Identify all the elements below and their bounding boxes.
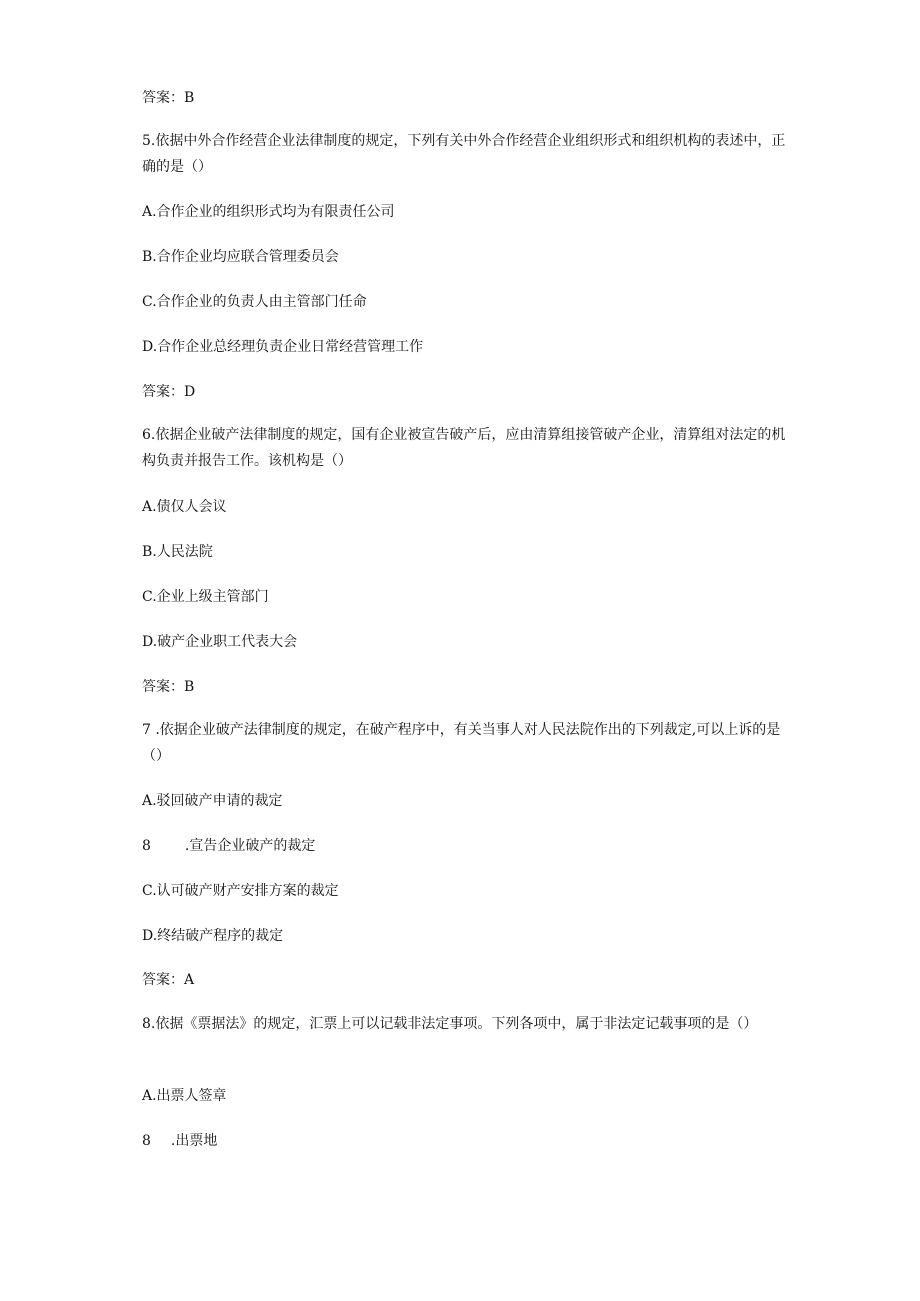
question-5-option-a: A.合作企业的组织形式均为有限责任公司 bbox=[142, 204, 395, 220]
question-7-option-d: D.终结破产程序的裁定 bbox=[142, 928, 284, 944]
question-6-option-b: B.人民法院 bbox=[142, 544, 213, 560]
question-6-option-d: D.破产企业职工代表大会 bbox=[142, 634, 298, 650]
question-5-stem: 5.依据中外合作经营企业法律制度的规定，下列有关中外合作经营企业组织形式和组织机构的表述中，正确的是（） bbox=[142, 133, 786, 175]
question-8-option-b-text: .出票地 bbox=[170, 1133, 218, 1149]
question-8-option-b bbox=[142, 1131, 217, 1151]
answer-q7: 答案：A bbox=[142, 972, 195, 988]
question-8-option-b-number: 8 bbox=[142, 1133, 151, 1149]
question-5-option-d: D.合作企业总经理负责企业日常经营管理工作 bbox=[142, 339, 424, 355]
question-7-option-b bbox=[142, 836, 315, 856]
answer-q4: 答案：B bbox=[142, 90, 195, 106]
question-5-option-b: B.合作企业均应联合管理委员会 bbox=[142, 249, 339, 265]
question-8-option-a: A.出票人签章 bbox=[142, 1088, 227, 1104]
question-5-option-c: C.合作企业的负责人由主管部门任命 bbox=[142, 294, 367, 310]
question-6-option-c: C.企业上级主管部门 bbox=[142, 589, 269, 605]
question-7-option-b-text: .宣告企业破产的裁定 bbox=[184, 838, 316, 854]
answer-q6: 答案：B bbox=[142, 679, 195, 695]
question-6-stem: 6.依据企业破产法律制度的规定，国有企业被宣告破产后，应由清算组接管破产企业，清算组对法定的机构负责并报告工作。该机构是（） bbox=[142, 427, 786, 469]
question-7-option-c: C.认可破产财产安排方案的裁定 bbox=[142, 883, 339, 899]
question-7-option-b-number: 8 bbox=[142, 838, 151, 854]
question-8-stem: 8.依据《票据法》的规定，汇票上可以记载非法定事项。下列各项中，属于非法定记载事项的是（） bbox=[142, 1016, 758, 1032]
question-7-stem: 7 .依据企业破产法律制度的规定，在破产程序中，有关当事人对人民法院作出的下列裁定,可以上诉的是（） bbox=[142, 722, 781, 764]
question-7-option-a: A.驳回破产申请的裁定 bbox=[142, 793, 283, 809]
question-6-option-a: A.债仅人会议 bbox=[142, 499, 227, 515]
answer-q5: 答案：D bbox=[142, 384, 196, 400]
